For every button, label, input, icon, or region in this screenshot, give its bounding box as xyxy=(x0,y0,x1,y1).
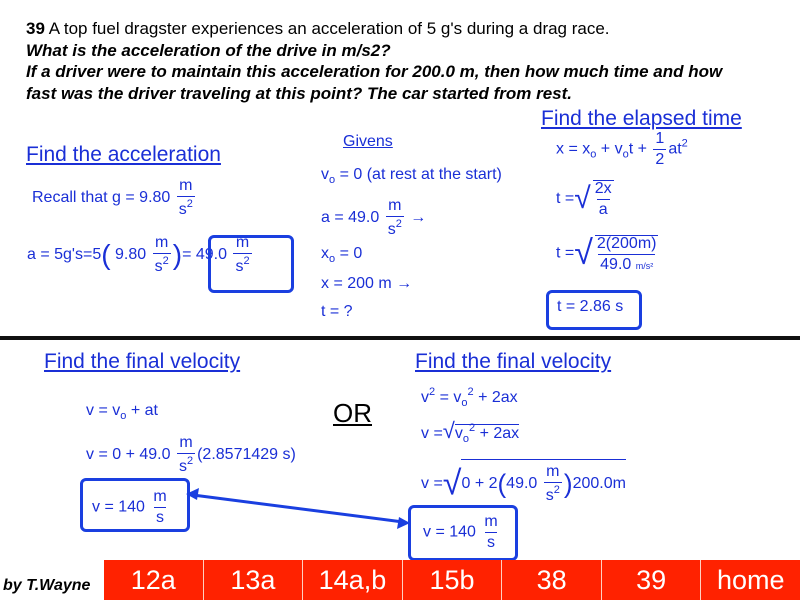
given-v0: $v_o = 0$ (at rest at the start) xyxy=(321,166,502,186)
author-byline: by T.Wayne xyxy=(3,577,91,594)
given-t: t = ? xyxy=(321,303,353,320)
velocity-sqrt-eq: $v =√v_o^2 + 2ax$ xyxy=(421,418,520,445)
time-result: t = 2.86 s xyxy=(557,298,624,315)
given-a: a = 49.0 $\frac{m}{s^2}$ → xyxy=(321,197,427,238)
nav-item-14ab[interactable]: 14a,b xyxy=(303,560,403,600)
problem-text: A top fuel dragster experiences an acceleration of 5 g's during a drag race. xyxy=(48,19,610,38)
velocity-result-left: v = 140 $\frac{m}{s}$ xyxy=(92,488,167,526)
nav-item-home[interactable]: home xyxy=(716,564,785,595)
kinematic-x-equation: $x = x_o + v_ot$ + $\frac{1}{2}$ $at^2$ xyxy=(556,130,688,168)
velocity-sub-left: v = 0 + 49.0 $\frac{m}{s^2}$ (2.8571429 s) xyxy=(86,434,296,475)
heading-final-velocity-right: Find the final velocity xyxy=(415,350,612,373)
accel-result: 49.0 xyxy=(195,246,227,264)
g-value: 9.80 xyxy=(115,246,147,264)
velocity-squared-eq: $v^2 = v_o^2 + 2ax$ xyxy=(421,386,518,409)
heading-final-velocity-left: Find the final velocity xyxy=(44,350,241,373)
velocity-eq-left: $v = v_o$ + at xyxy=(86,402,158,422)
nav-item-39[interactable]: 39 xyxy=(602,560,702,600)
t-sqrt-formula: t =√ $\frac{2x}{a}$ xyxy=(556,180,612,218)
heading-find-acceleration: Find the acceleration xyxy=(26,143,221,166)
question-2: If a driver were to maintain this acceleration for 200.0 m, then how much time and how xyxy=(26,62,723,81)
recall-g-equation: Recall that g = 9.80 $\frac{m}{s^2}$ xyxy=(32,177,193,218)
recall-text: Recall that g = 9.80 xyxy=(32,189,171,207)
velocity-result-right: v = 140 $\frac{m}{s}$ xyxy=(423,513,498,551)
nav-item-38[interactable]: 38 xyxy=(502,560,602,600)
acceleration-calc: a = 5g's=5( 9.80 $\frac{m}{s^2}$ )= 49.0 $\frac{m}{s^2}$ xyxy=(27,234,250,275)
or-label: OR xyxy=(333,398,372,428)
accel-lhs: a = 5g's=5 xyxy=(27,246,102,264)
heading-elapsed-time: Find the elapsed time xyxy=(541,107,742,130)
nav-item-13a[interactable]: 13a xyxy=(204,560,304,600)
given-x: x = 200 m → xyxy=(321,275,413,292)
t-sqrt-substitution: t =√ $\frac{2(200m)}{\text{49.0 m/s²}}$ xyxy=(556,234,657,273)
navigation-bar xyxy=(104,560,800,600)
question-1: What is the acceleration of the drive in m/s2? xyxy=(26,40,391,60)
given-x0: $x_o = 0$ xyxy=(321,245,363,265)
nav-item-15b[interactable]: 15b xyxy=(403,560,503,600)
velocity-sqrt-substitution: v =√0 + 2(49.0 $\frac{m}{s^2}$ )200.0m xyxy=(421,459,626,504)
unit-m: m xyxy=(179,177,193,194)
problem-number: 39 xyxy=(26,19,45,38)
question-3: fast was the driver traveling at this point? The car started from rest. xyxy=(26,83,573,103)
heading-givens: Givens xyxy=(343,133,393,150)
nav-item-12a[interactable]: 12a xyxy=(104,560,204,600)
